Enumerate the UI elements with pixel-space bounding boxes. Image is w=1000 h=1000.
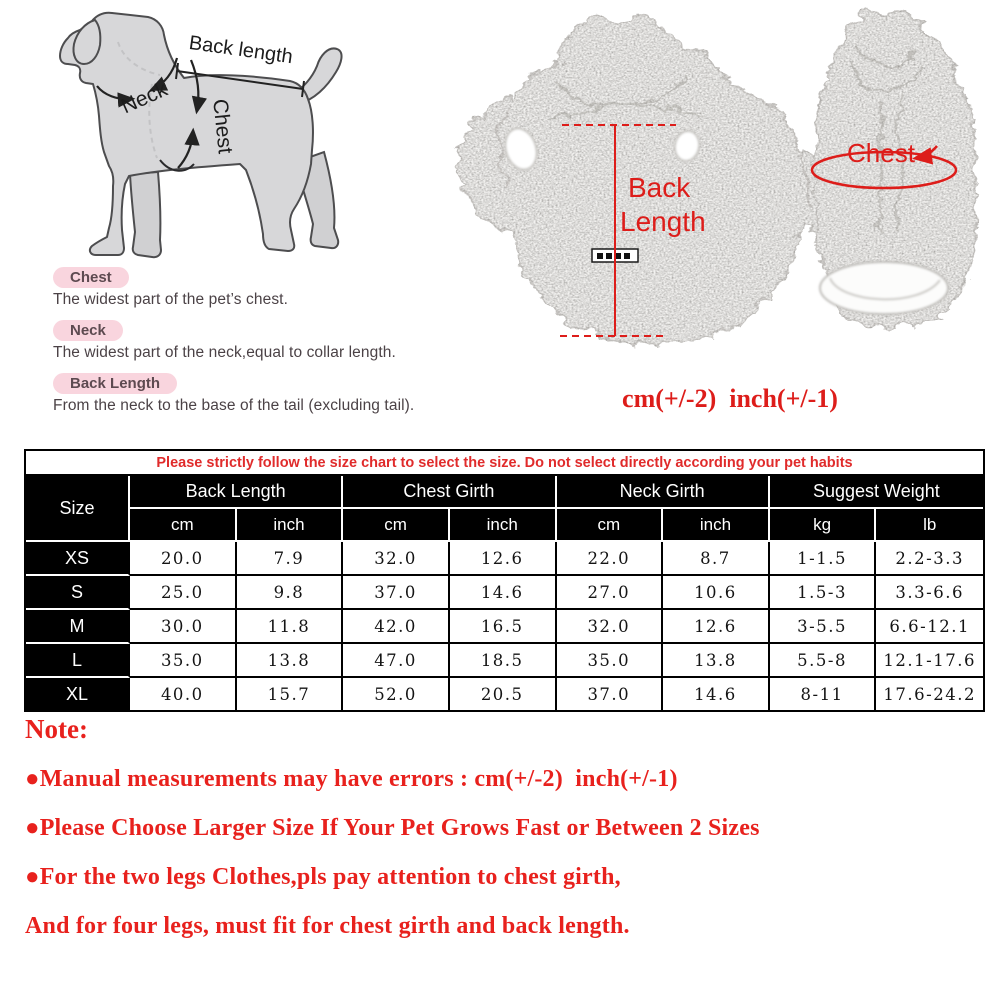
cell: 8.7	[663, 542, 770, 576]
measurement-definitions	[53, 267, 493, 426]
cell: 3-5.5	[770, 610, 877, 644]
cell: 13.8	[663, 644, 770, 678]
col-group-neck-girth: Neck Girth	[557, 476, 770, 509]
cell: 52.0	[343, 678, 450, 710]
cell: 12.1-17.6	[876, 644, 983, 678]
cell: 5.5-8	[770, 644, 877, 678]
cell: 42.0	[343, 610, 450, 644]
back-length-definition-text: From the neck to the base of the tail (excluding tail).	[53, 397, 415, 414]
col-group-suggest-weight: Suggest Weight	[770, 476, 983, 509]
size-chart-table	[24, 449, 985, 712]
cell: 16.5	[450, 610, 557, 644]
dog-back-length-label: Back length	[187, 31, 295, 69]
garment-photos	[450, 0, 1000, 360]
dog-neck-label: Neck	[117, 77, 171, 119]
cell: 32.0	[343, 542, 450, 576]
definition-back-length	[53, 373, 493, 415]
unit-header: cm	[343, 509, 450, 542]
notes-section	[25, 714, 760, 962]
cell: 2.2-3.3	[876, 542, 983, 576]
notes-title: Note:	[25, 714, 88, 744]
table-unit-header-row	[26, 509, 983, 542]
col-group-chest-girth: Chest Girth	[343, 476, 556, 509]
unit-header: inch	[663, 509, 770, 542]
dog-measurement-diagram	[0, 0, 460, 275]
garment-back-label: Back	[628, 172, 691, 203]
table-row	[26, 576, 983, 610]
dog-ear	[73, 20, 100, 64]
unit-header: kg	[770, 509, 877, 542]
neck-term-pill: Neck	[53, 320, 123, 341]
cell: 35.0	[557, 644, 664, 678]
cell: 12.6	[663, 610, 770, 644]
cell: 17.6-24.2	[883, 684, 976, 704]
cell: 47.0	[343, 644, 450, 678]
note-line: And for four legs, must fit for chest girth and back length.	[25, 913, 630, 939]
cell: 9.8	[237, 576, 344, 610]
table-group-header-row	[26, 476, 983, 509]
neck-definition-text: The widest part of the neck,equal to collar length.	[53, 344, 396, 361]
cell: 22.0	[557, 542, 664, 576]
cell: 1.5-3	[770, 576, 877, 610]
tolerance-note: cm(+/-2) inch(+/-1)	[622, 384, 838, 413]
cell: 8-11	[770, 678, 877, 710]
cell: 18.5	[450, 644, 557, 678]
cell: 3.3-6.6	[876, 576, 983, 610]
table-row	[26, 542, 983, 576]
cell: 1-1.5	[770, 542, 877, 576]
cell: 13.8	[237, 644, 344, 678]
table-row	[26, 610, 983, 644]
garment-chest-label: Chest	[847, 138, 915, 168]
cell: 32.0	[557, 610, 664, 644]
unit-header: cm	[557, 509, 664, 542]
cell: 37.0	[557, 678, 664, 710]
definition-neck	[53, 320, 493, 362]
cell: 10.6	[663, 576, 770, 610]
garment-back-label: Length	[620, 206, 706, 237]
size-label: S	[26, 576, 130, 610]
chest-term-pill: Chest	[53, 267, 129, 288]
cell: 20.5	[450, 678, 557, 710]
size-label: M	[26, 610, 130, 644]
dog-chest-label: Chest	[208, 97, 237, 155]
chest-definition-text: The widest part of the pet’s chest.	[53, 291, 288, 308]
cell: 14.6	[450, 576, 557, 610]
table-row	[26, 644, 983, 678]
cell: 14.6	[663, 678, 770, 710]
cell: 27.0	[557, 576, 664, 610]
cell: 11.8	[237, 610, 344, 644]
cell: 25.0	[130, 576, 237, 610]
unit-header: inch	[450, 509, 557, 542]
size-label: XL	[26, 678, 130, 710]
cell: 12.6	[450, 542, 557, 576]
note-line: ●Please Choose Larger Size If Your Pet Grows Fast or Between 2 Sizes	[25, 815, 760, 841]
definition-chest	[53, 267, 493, 309]
cell: 15.7	[237, 678, 344, 710]
table-row	[26, 678, 983, 710]
back-length-term-pill: Back Length	[53, 373, 177, 394]
cell: 37.0	[343, 576, 450, 610]
col-header-size: Size	[26, 476, 130, 542]
note-line: ●For the two legs Clothes,pls pay attention to chest girth,	[25, 864, 621, 890]
cell: 6.6-12.1	[876, 610, 983, 644]
note-line: ●Manual measurements may have errors : cm(+/-2) inch(+/-1)	[25, 766, 678, 792]
col-group-back-length: Back Length	[130, 476, 343, 509]
cell: 40.0	[130, 678, 237, 710]
unit-header: lb	[876, 509, 983, 542]
cell: 7.9	[237, 542, 344, 576]
cell: 35.0	[130, 644, 237, 678]
size-label: XS	[26, 542, 130, 576]
unit-header: inch	[237, 509, 344, 542]
cell: 20.0	[130, 542, 237, 576]
cell: 30.0	[130, 610, 237, 644]
size-label: L	[26, 644, 130, 678]
table-notice: Please strictly follow the size chart to select the size. Do not select directly according your pet habits	[26, 451, 983, 476]
unit-header: cm	[130, 509, 237, 542]
table-notice-row	[26, 451, 983, 476]
